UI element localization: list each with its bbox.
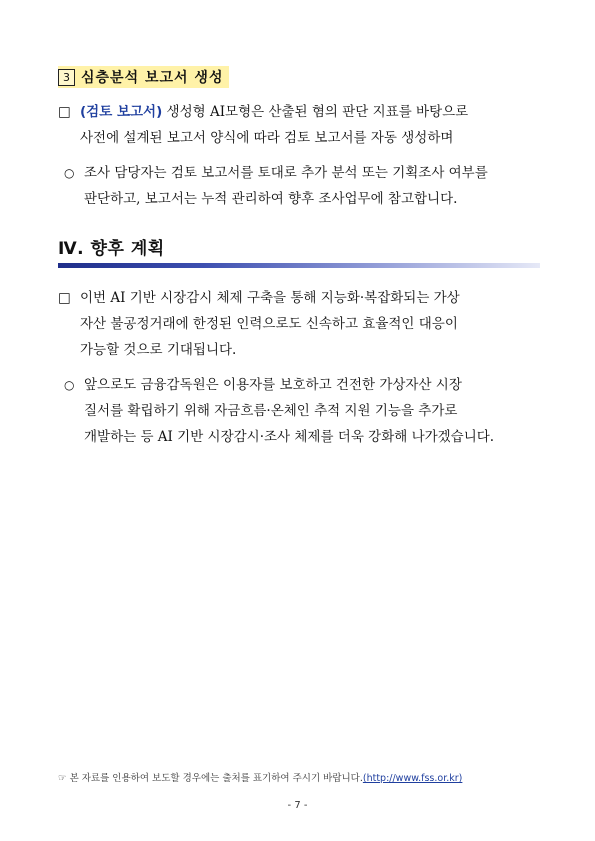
- para4-line3: 개발하는 등 AI 기반 시장감시·조사 체제를 더욱 강화해 나가겠습니다.: [84, 429, 495, 445]
- paragraph-investigator-review: [64, 160, 538, 212]
- paragraph-report-generation: [58, 99, 538, 151]
- section-3-heading: [58, 66, 229, 88]
- square-bullet-icon: □: [58, 104, 71, 120]
- para4-line2: 질서를 확립하기 위해 자금흐름·온체인 추적 지원 기능을 추가로: [84, 403, 458, 419]
- para3-line3: 가능할 것으로 기대됩니다.: [80, 342, 237, 358]
- paragraph-future-plan: [64, 372, 538, 450]
- circle-bullet-icon: ○: [64, 378, 75, 392]
- para3-line2: 자산 불공정거래에 한정된 인력으로도 신속하고 효율적인 대응이: [80, 316, 458, 332]
- square-bullet-icon: □: [58, 290, 71, 306]
- para3-line1: 이번 AI 기반 시장감시 체제 구축을 통해 지능화·복잡화되는 가상: [80, 290, 460, 306]
- review-report-label: (검토 보고서): [80, 104, 163, 120]
- page-number: - 7 -: [287, 800, 308, 811]
- para2-line2: 판단하고, 보고서는 누적 관리하여 향후 조사업무에 참고합니다.: [84, 191, 458, 207]
- section-4-title: Ⅳ. 향후 계획: [58, 239, 165, 259]
- section-3-number: 3: [58, 69, 75, 86]
- para1-line1: 생성형 AI모형은 산출된 혐의 판단 지표를 바탕으로: [162, 104, 469, 120]
- section-4-heading: [58, 237, 540, 268]
- section-3-highlight: [58, 66, 229, 88]
- circle-bullet-icon: ○: [64, 166, 75, 180]
- pointing-hand-icon: ☞: [58, 773, 67, 784]
- para2-line1: 조사 담당자는 검토 보고서를 토대로 추가 분석 또는 기획조사 여부를: [84, 165, 488, 181]
- section-4-underline-bar: [58, 263, 540, 268]
- citation-text: 본 자료를 인용하여 보도할 경우에는 출처를 표기하여 주시기 바랍니다.: [69, 773, 363, 784]
- section-3-title: 심층분석 보고서 생성: [81, 70, 224, 86]
- para4-line1: 앞으로도 금융감독원은 이용자를 보호하고 건전한 가상자산 시장: [84, 377, 462, 393]
- fss-website-link[interactable]: (http://www.fss.or.kr): [362, 773, 463, 784]
- citation-note: [58, 770, 542, 784]
- paragraph-expected-effect: [58, 285, 538, 363]
- para1-line2: 사전에 설계된 보고서 양식에 따라 검토 보고서를 자동 생성하며: [80, 130, 454, 146]
